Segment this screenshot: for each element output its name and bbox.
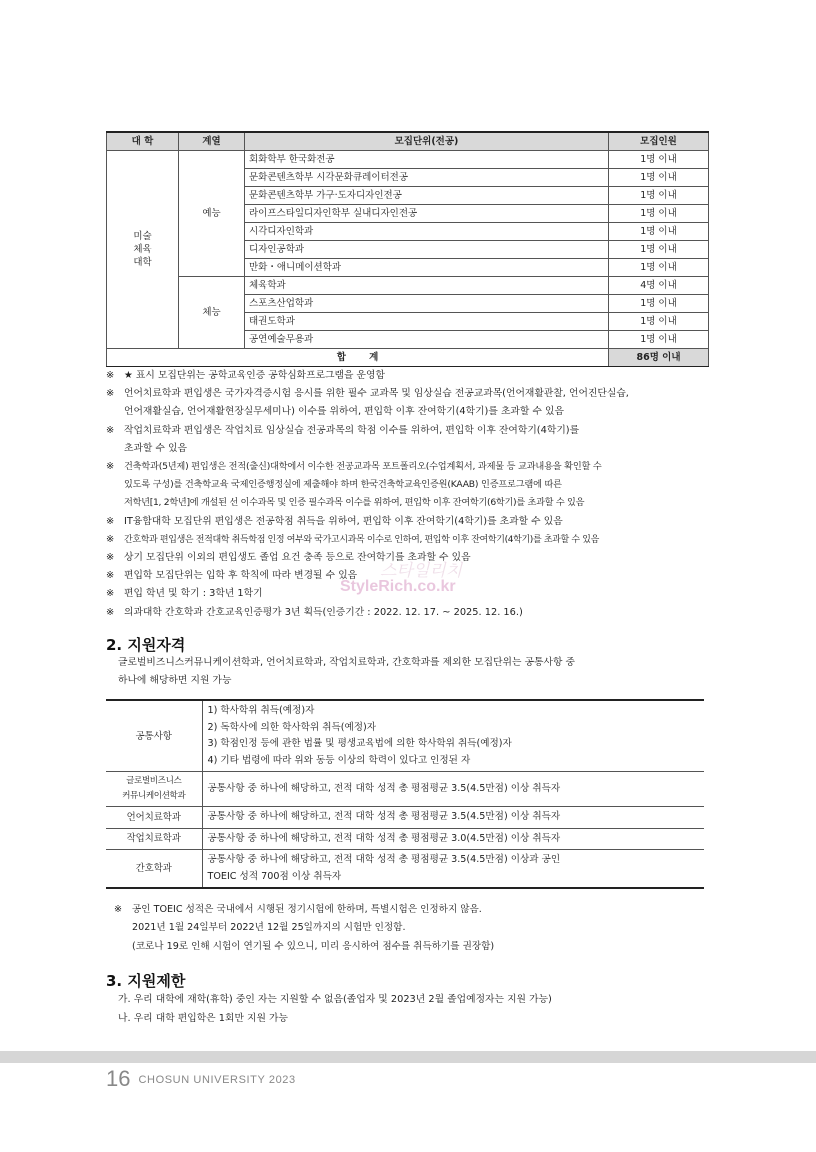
row-label: 작업치료학과: [106, 828, 202, 850]
note-line: 초과할 수 있음: [124, 442, 188, 454]
header-count: 모집인원: [609, 132, 709, 151]
req-line: 3) 학점인정 등에 관한 법률 및 평생교육법에 의한 학사학위 취득(예정)자: [207, 738, 512, 749]
note-text: 공인 TOEIC 성적은 국내에서 시행된 정기시험에 한하며, 특별시험은 인정하지 않음.: [132, 904, 482, 915]
note-line: 의과대학 간호학과 간호교육인증평가 3년 획득(인증기간 : 2022. 12. 17. ~ 2025. 12. 16.): [124, 606, 523, 618]
page-number: 16: [106, 1066, 131, 1091]
count-cell: 1명 이내: [609, 313, 709, 331]
row-label: 글로벌비즈니스 커뮤니케이션학과: [106, 772, 202, 807]
college-cell: 미술 체육 대학: [107, 151, 179, 349]
count-cell: 1명 이내: [609, 259, 709, 277]
section2-intro: [118, 654, 708, 691]
table-row: [107, 151, 709, 169]
field-cell: 예능: [179, 151, 245, 277]
unit-cell: 문화콘텐츠학부 가구·도자디자인전공: [245, 187, 609, 205]
note-line: 있도록 구성)를 건축학교육 국제인증행정실에 제출해야 하며 한국건축학교육인증원(KAAB) 인증프로그램에 따른: [124, 479, 562, 491]
note-item: [106, 567, 716, 585]
req-line: 공통사항 중 하나에 해당하고, 전적 대학 성적 총 평점평균 3.5(4.5만점) 이상과 공인: [207, 854, 561, 865]
header-unit: 모집단위(전공): [245, 132, 609, 151]
count-cell: 1명 이내: [609, 223, 709, 241]
intro-line: 하나에 해당하면 지원 가능: [118, 675, 232, 687]
note-line: (코로나 19로 인해 시험이 연기될 수 있으니, 미리 응시하여 점수를 취득하기를 권장함): [132, 940, 495, 952]
eligibility-table: [106, 699, 704, 889]
note-mark: ※: [106, 570, 115, 582]
row-label: 공통사항: [106, 700, 202, 772]
unit-cell: 시각디자인학과: [245, 223, 609, 241]
req-line: 공통사항 중 하나에 해당하고, 전적 대학 성적 총 평점평균 3.5(4.5만점) 이상 취득자: [207, 811, 561, 822]
req-line: 공통사항 중 하나에 해당하고, 전적 대학 성적 총 평점평균 3.0(4.5만점) 이상 취득자: [207, 832, 561, 844]
note-mark: ※: [106, 606, 115, 618]
note-mark: ※: [106, 461, 115, 473]
table-row: [106, 850, 704, 889]
note-item: [106, 513, 716, 531]
count-cell: 1명 이내: [609, 151, 709, 169]
table-row: [106, 828, 704, 850]
page-footer: [106, 1066, 296, 1092]
note-line: [114, 901, 714, 919]
total-count: 86명 이내: [609, 349, 709, 367]
recruitment-table: [106, 131, 709, 367]
restriction-list: [118, 990, 552, 1028]
header-college: 대 학: [107, 132, 179, 151]
row-label: 언어치료학과: [106, 807, 202, 829]
req-line: TOEIC 성적 700점 이상 취득자: [207, 870, 342, 882]
note-line: 상기 모집단위 이외의 편입생도 졸업 요건 충족 등으로 잔여학기를 초과할 수 있음: [124, 552, 471, 564]
field-cell: 체능: [179, 277, 245, 349]
row-content: [202, 700, 704, 772]
count-cell: 1명 이내: [609, 205, 709, 223]
footer-bar: [0, 1051, 816, 1063]
row-content: [202, 807, 704, 829]
watermark-script: 스타일리치: [380, 561, 463, 581]
note-mark: ※: [106, 424, 115, 436]
unit-cell: 태권도학과: [245, 313, 609, 331]
table-row: [106, 807, 704, 829]
note-line: 간호학과 편입생은 전적대학 취득학점 인정 여부와 국가고시과목 이수로 인하여, 편입학 이후 잔여학기(4학기)를 초과할 수 있음: [124, 534, 599, 545]
unit-cell: 공연예술무용과: [245, 331, 609, 349]
note-item: [106, 422, 716, 458]
note-mark: ※: [106, 515, 115, 527]
note-line: 편입 학년 및 학기 : 3학년 1학기: [124, 588, 263, 600]
note-line: 편입학 모집단위는 입학 후 학칙에 따라 변경될 수 있음: [124, 570, 358, 582]
req-line: 공통사항 중 하나에 해당하고, 전적 대학 성적 총 평점평균 3.5(4.5만점) 이상 취득자: [207, 782, 561, 794]
note-item: [106, 531, 716, 549]
note-line: 저학년[1, 2학년]에 개설된 선 이수과목 및 인증 필수과목 이수를 위하여, 편입학 이후 잔여학기(6학기)를 초과할 수 있음: [124, 497, 585, 509]
note-line: ★ 표시 모집단위는 공학교육인증 공학심화프로그램을 운영함: [124, 370, 385, 381]
note-item: [106, 385, 716, 421]
recruitment-notes: [106, 367, 716, 622]
note-mark: ※: [106, 552, 115, 564]
unit-cell: 회화학부 한국화전공: [245, 151, 609, 169]
row-label: 간호학과: [106, 850, 202, 889]
unit-cell: 문화콘텐츠학부 시각문화큐레이터전공: [245, 169, 609, 187]
footer-university: CHOSUN UNIVERSITY 2023: [138, 1074, 296, 1086]
req-line: 4) 기타 법령에 따라 위와 동등 이상의 학력이 있다고 인정된 자: [207, 754, 471, 766]
count-cell: 1명 이내: [609, 169, 709, 187]
unit-cell: 스포츠산업학과: [245, 295, 609, 313]
note-line: 작업치료학과 편입생은 작업치료 임상실습 전공과목의 학점 이수를 위하여, 편입학 이후 잔여학기(4학기)를: [124, 424, 580, 436]
total-label: 합 계: [107, 349, 609, 367]
note-item: [106, 585, 716, 603]
unit-cell: 체육학과: [245, 277, 609, 295]
note-line: 건축학과(5년제) 편입생은 전적(출신)대학에서 이수한 전공교과목 포트폴리오(수업계획서, 과제물 등 교과내용을 확인할 수: [124, 461, 602, 473]
eligibility-notes: [114, 901, 714, 956]
count-cell: 1명 이내: [609, 187, 709, 205]
note-item: [106, 604, 716, 622]
total-row: [107, 349, 709, 367]
note-line: 2021년 1월 24일부터 2022년 12월 25일까지의 시험만 인정함.: [132, 922, 406, 934]
count-cell: 4명 이내: [609, 277, 709, 295]
note-mark: ※: [106, 533, 115, 545]
req-line: 2) 독학사에 의한 학사학위 취득(예정)자: [207, 721, 377, 733]
note-mark: ※: [106, 388, 115, 400]
intro-line: 글로벌비즈니스커뮤니케이션학과, 언어치료학과, 작업치료학과, 간호학과를 제외한 모집단위는 공통사항 중: [118, 657, 576, 668]
table-row: [106, 772, 704, 807]
note-line: 언어재활실습, 언어재활현장실무세미나) 이수를 위하여, 편입학 이후 잔여학기(4학기)를 초과할 수 있음: [124, 406, 564, 418]
header-field: 계열: [179, 132, 245, 151]
note-mark: ※: [106, 370, 115, 381]
table-row: [106, 700, 704, 772]
restriction-item: 나. 우리 대학 편입학은 1회만 지원 가능: [118, 1013, 288, 1024]
row-content: [202, 828, 704, 850]
table-header-row: [107, 132, 709, 151]
watermark-url: StyleRich.co.kr: [340, 578, 456, 595]
section3-title: 3. 지원제한: [106, 972, 186, 990]
note-line: IT융합대학 모집단위 편입생은 전공학점 취득을 위하여, 편입학 이후 잔여학기(4학기)를 초과할 수 있음: [124, 515, 563, 527]
unit-cell: 만화・애니메이션학과: [245, 259, 609, 277]
req-line: 1) 학사학위 취득(예정)자: [207, 705, 315, 716]
note-item: [106, 367, 716, 385]
table-row: [107, 277, 709, 295]
count-cell: 1명 이내: [609, 241, 709, 259]
note-item: [106, 458, 716, 513]
row-content: [202, 772, 704, 807]
note-item: [106, 549, 716, 567]
count-cell: 1명 이내: [609, 295, 709, 313]
note-mark: ※: [106, 588, 115, 600]
note-line: 언어치료학과 편입생은 국가자격증시험 응시를 위한 필수 교과목 및 임상실습 전공교과목(언어재활관찰, 언어진단실습,: [124, 388, 629, 400]
unit-cell: 라이프스타일디자인학부 실내디자인전공: [245, 205, 609, 223]
section2-title: 2. 지원자격: [106, 636, 186, 654]
unit-cell: 디자인공학과: [245, 241, 609, 259]
count-cell: 1명 이내: [609, 331, 709, 349]
note-mark: ※: [114, 904, 123, 915]
row-content: [202, 850, 704, 889]
restriction-item: 가. 우리 대학에 재학(휴학) 중인 자는 지원할 수 없음(졸업자 및 2023년 2월 졸업예정자는 지원 가능): [118, 994, 552, 1005]
